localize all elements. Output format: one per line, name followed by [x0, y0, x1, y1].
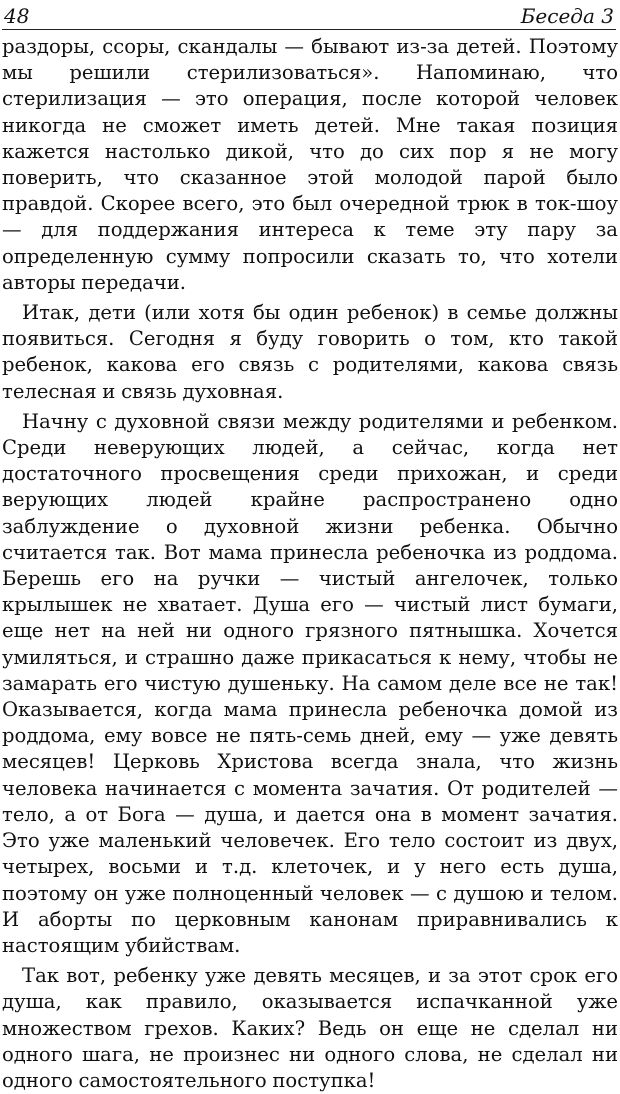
header-rule [2, 29, 616, 30]
paragraph: Так вот, ребенку уже девять месяцев, и за этот срок его душа, как правило, оказывается испачканной уже множеством грехов. Каких? Ведь он еще не сделал ни одного шага, не произнес ни одного слова, не сделал ни одного самостоятельного поступка! [2, 964, 618, 1092]
body-text [2, 34, 618, 1094]
running-header [4, 2, 614, 28]
paragraph: Начну с духовной связи между родителями и ребенком. Среди неверующих людей, а сейчас, когда нет достаточного просвещения среди прихожан, и среди верующих людей крайне распространено одно заблуждение о духовной жизни ребенка. Обычно считается так. Вот мама принесла ребеночка из роддома. Берешь его на ручки — чистый ангелочек, только крылышек не хватает. Душа его — чистый лист бумаги, еще нет на ней ни одного грязного пятнышка. Хочется умиляться, и страшно даже прикасаться к нему, чтобы не замарать его чистую душеньку. На самом деле все не так! Оказывается, когда мама принесла ребеночка домой из роддома, ему вовсе не пять-семь дней, ему — уже девять месяцев! Церковь Христова всегда знала, что жизнь человека начинается с момента зачатия. От родителей — тело, а от Бога — душа, и дается она в момент зачатия. Это уже маленький человечек. Его тело состоит из двух, четырех, восьми и т.д. клеточек, и у него есть душа, поэтому он уже полноценный человек — с душою и телом. И аборты по церковным канонам приравнивались к настоящим убийствам. [2, 409, 618, 957]
page-number: 48 [4, 4, 30, 28]
paragraph: Итак, дети (или хотя бы один ребенок) в семье должны появиться. Сегодня я буду говорить о том, кто такой ребенок, какова его связь с родителями, какова связь телесная и связь духовная. [2, 301, 618, 403]
section-title: Беседа 3 [520, 4, 614, 28]
paragraph-continuation: раздоры, ссоры, скандалы — бывают из-за детей. Поэтому мы решили стерилизоваться». Напоминаю, что стерилизация — это операция, после которой человек никогда не сможет иметь детей. Мне такая позиция кажется настолько дикой, что до сих пор я не могу поверить, что сказанное этой молодой парой было правдой. Скорее всего, это был очередной трюк в ток-шоу — для поддержания интереса к теме эту пару за определенную сумму попросили сказать то, что хотели авторы передачи. [2, 35, 618, 294]
